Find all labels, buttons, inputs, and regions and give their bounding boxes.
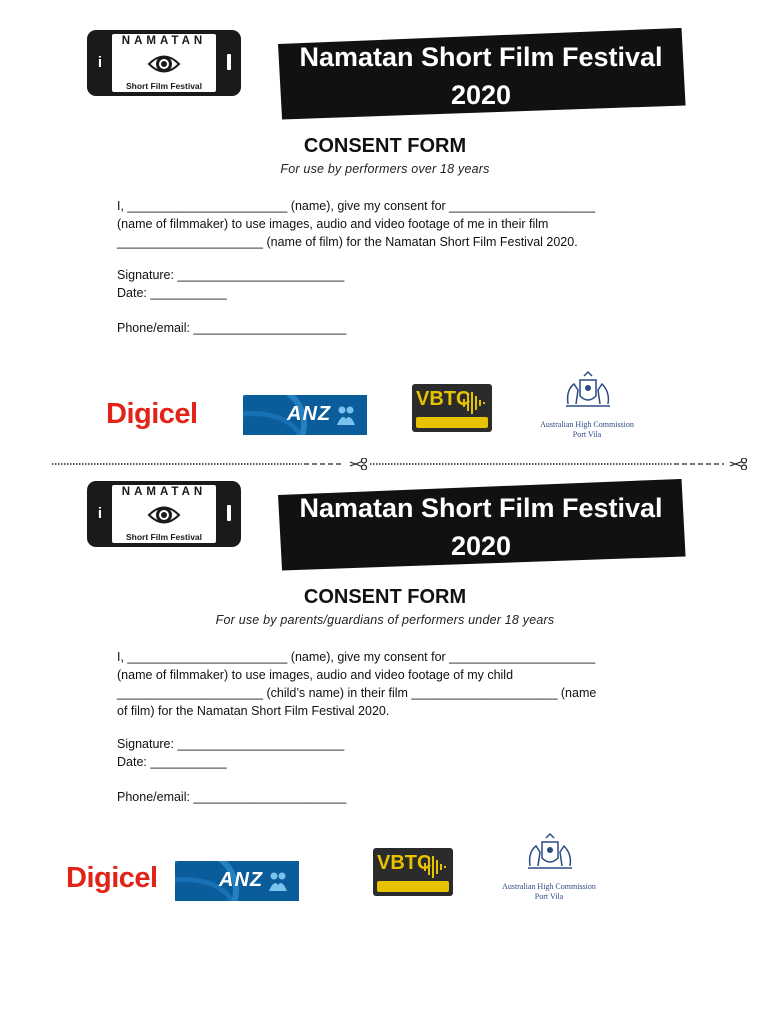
- signature-field[interactable]: Signature: ________________________: [117, 737, 345, 751]
- date-field[interactable]: Date: ___________: [117, 286, 227, 300]
- festival-year: 2020: [450, 80, 512, 110]
- scissors-icon: [350, 458, 367, 470]
- coat-of-arms-icon: [524, 832, 576, 876]
- logo-brand: NAMATAN: [121, 486, 207, 498]
- ahc-caption: Australian High Commission: [540, 420, 634, 429]
- vbtc-wordmark: VBTC: [377, 852, 432, 874]
- coat-of-arms-icon: [562, 370, 614, 414]
- australian-high-commission-logo: [494, 832, 604, 902]
- vbtc-logo: [412, 384, 492, 432]
- digicel-logo: Digicel: [106, 398, 198, 430]
- eye-icon: [147, 49, 181, 79]
- vbtc-footer-band: [377, 881, 449, 892]
- logo-brand: NAMATAN: [121, 35, 207, 47]
- paragraph-line: _____________________ (child’s name) in their film _____________________ (name: [117, 686, 597, 700]
- australian-high-commission-logo: [532, 370, 642, 440]
- form-subtitle: For use by parents/guardians of performers under 18 years: [215, 613, 555, 627]
- vbtc-wordmark: VBTC: [416, 388, 471, 410]
- festival-title: Namatan Short Film Festival: [299, 493, 663, 523]
- consent-paragraph: [117, 648, 647, 720]
- phone-email-field[interactable]: Phone/email: ______________________: [117, 790, 347, 804]
- festival-title: Namatan Short Film Festival: [299, 42, 663, 72]
- logo-tagline: Short Film Festival: [125, 81, 203, 91]
- anz-people-icon: [335, 405, 357, 427]
- namatan-logo: [87, 30, 241, 96]
- sound-wave-icon: [423, 854, 449, 880]
- anz-people-icon: [267, 871, 289, 893]
- anz-wordmark: ANZ: [287, 403, 332, 425]
- consent-form-heading: CONSENT FORM: [303, 135, 467, 157]
- eye-icon: [147, 500, 181, 530]
- vbtc-footer-band: [416, 417, 488, 428]
- festival-title-banner: [276, 479, 686, 561]
- paragraph-line: _____________________ (name of film) for the Namatan Short Film Festival 2020.: [117, 235, 578, 249]
- logo-tagline: Short Film Festival: [125, 532, 203, 542]
- logo-side-letter: i: [97, 505, 103, 522]
- ahc-caption: Australian High Commission: [502, 882, 596, 891]
- vbtc-logo: [373, 848, 453, 896]
- consent-paragraph: [117, 197, 647, 251]
- festival-year: 2020: [450, 531, 512, 561]
- cut-line: [52, 458, 752, 470]
- namatan-logo: [87, 481, 241, 547]
- anz-wordmark: ANZ: [219, 869, 264, 891]
- signature-field[interactable]: Signature: ________________________: [117, 268, 345, 282]
- phone-email-field[interactable]: Phone/email: ______________________: [117, 321, 347, 335]
- logo-side-bar: [227, 54, 231, 70]
- paragraph-line: I, _______________________ (name), give my consent for _____________________: [117, 199, 596, 213]
- anz-logo: [175, 861, 299, 901]
- ahc-location: Port Vila: [572, 430, 602, 439]
- scissors-icon: [730, 458, 747, 470]
- paragraph-line: of film) for the Namatan Short Film Festival 2020.: [117, 704, 390, 718]
- ahc-location: Port Vila: [534, 892, 564, 901]
- festival-title-banner: [276, 28, 686, 110]
- digicel-logo: Digicel: [66, 862, 158, 894]
- form-subtitle: For use by performers over 18 years: [280, 162, 490, 176]
- consent-form-heading: CONSENT FORM: [303, 586, 467, 608]
- date-field[interactable]: Date: ___________: [117, 755, 227, 769]
- paragraph-line: (name of filmmaker) to use images, audio and video footage of me in their film: [117, 217, 549, 231]
- paragraph-line: (name of filmmaker) to use images, audio and video footage of my child: [117, 668, 514, 682]
- logo-side-letter: i: [97, 54, 103, 71]
- logo-side-bar: [227, 505, 231, 521]
- sound-wave-icon: [462, 390, 488, 416]
- paragraph-line: I, _______________________ (name), give my consent for _____________________: [117, 650, 596, 664]
- anz-logo: [243, 395, 367, 435]
